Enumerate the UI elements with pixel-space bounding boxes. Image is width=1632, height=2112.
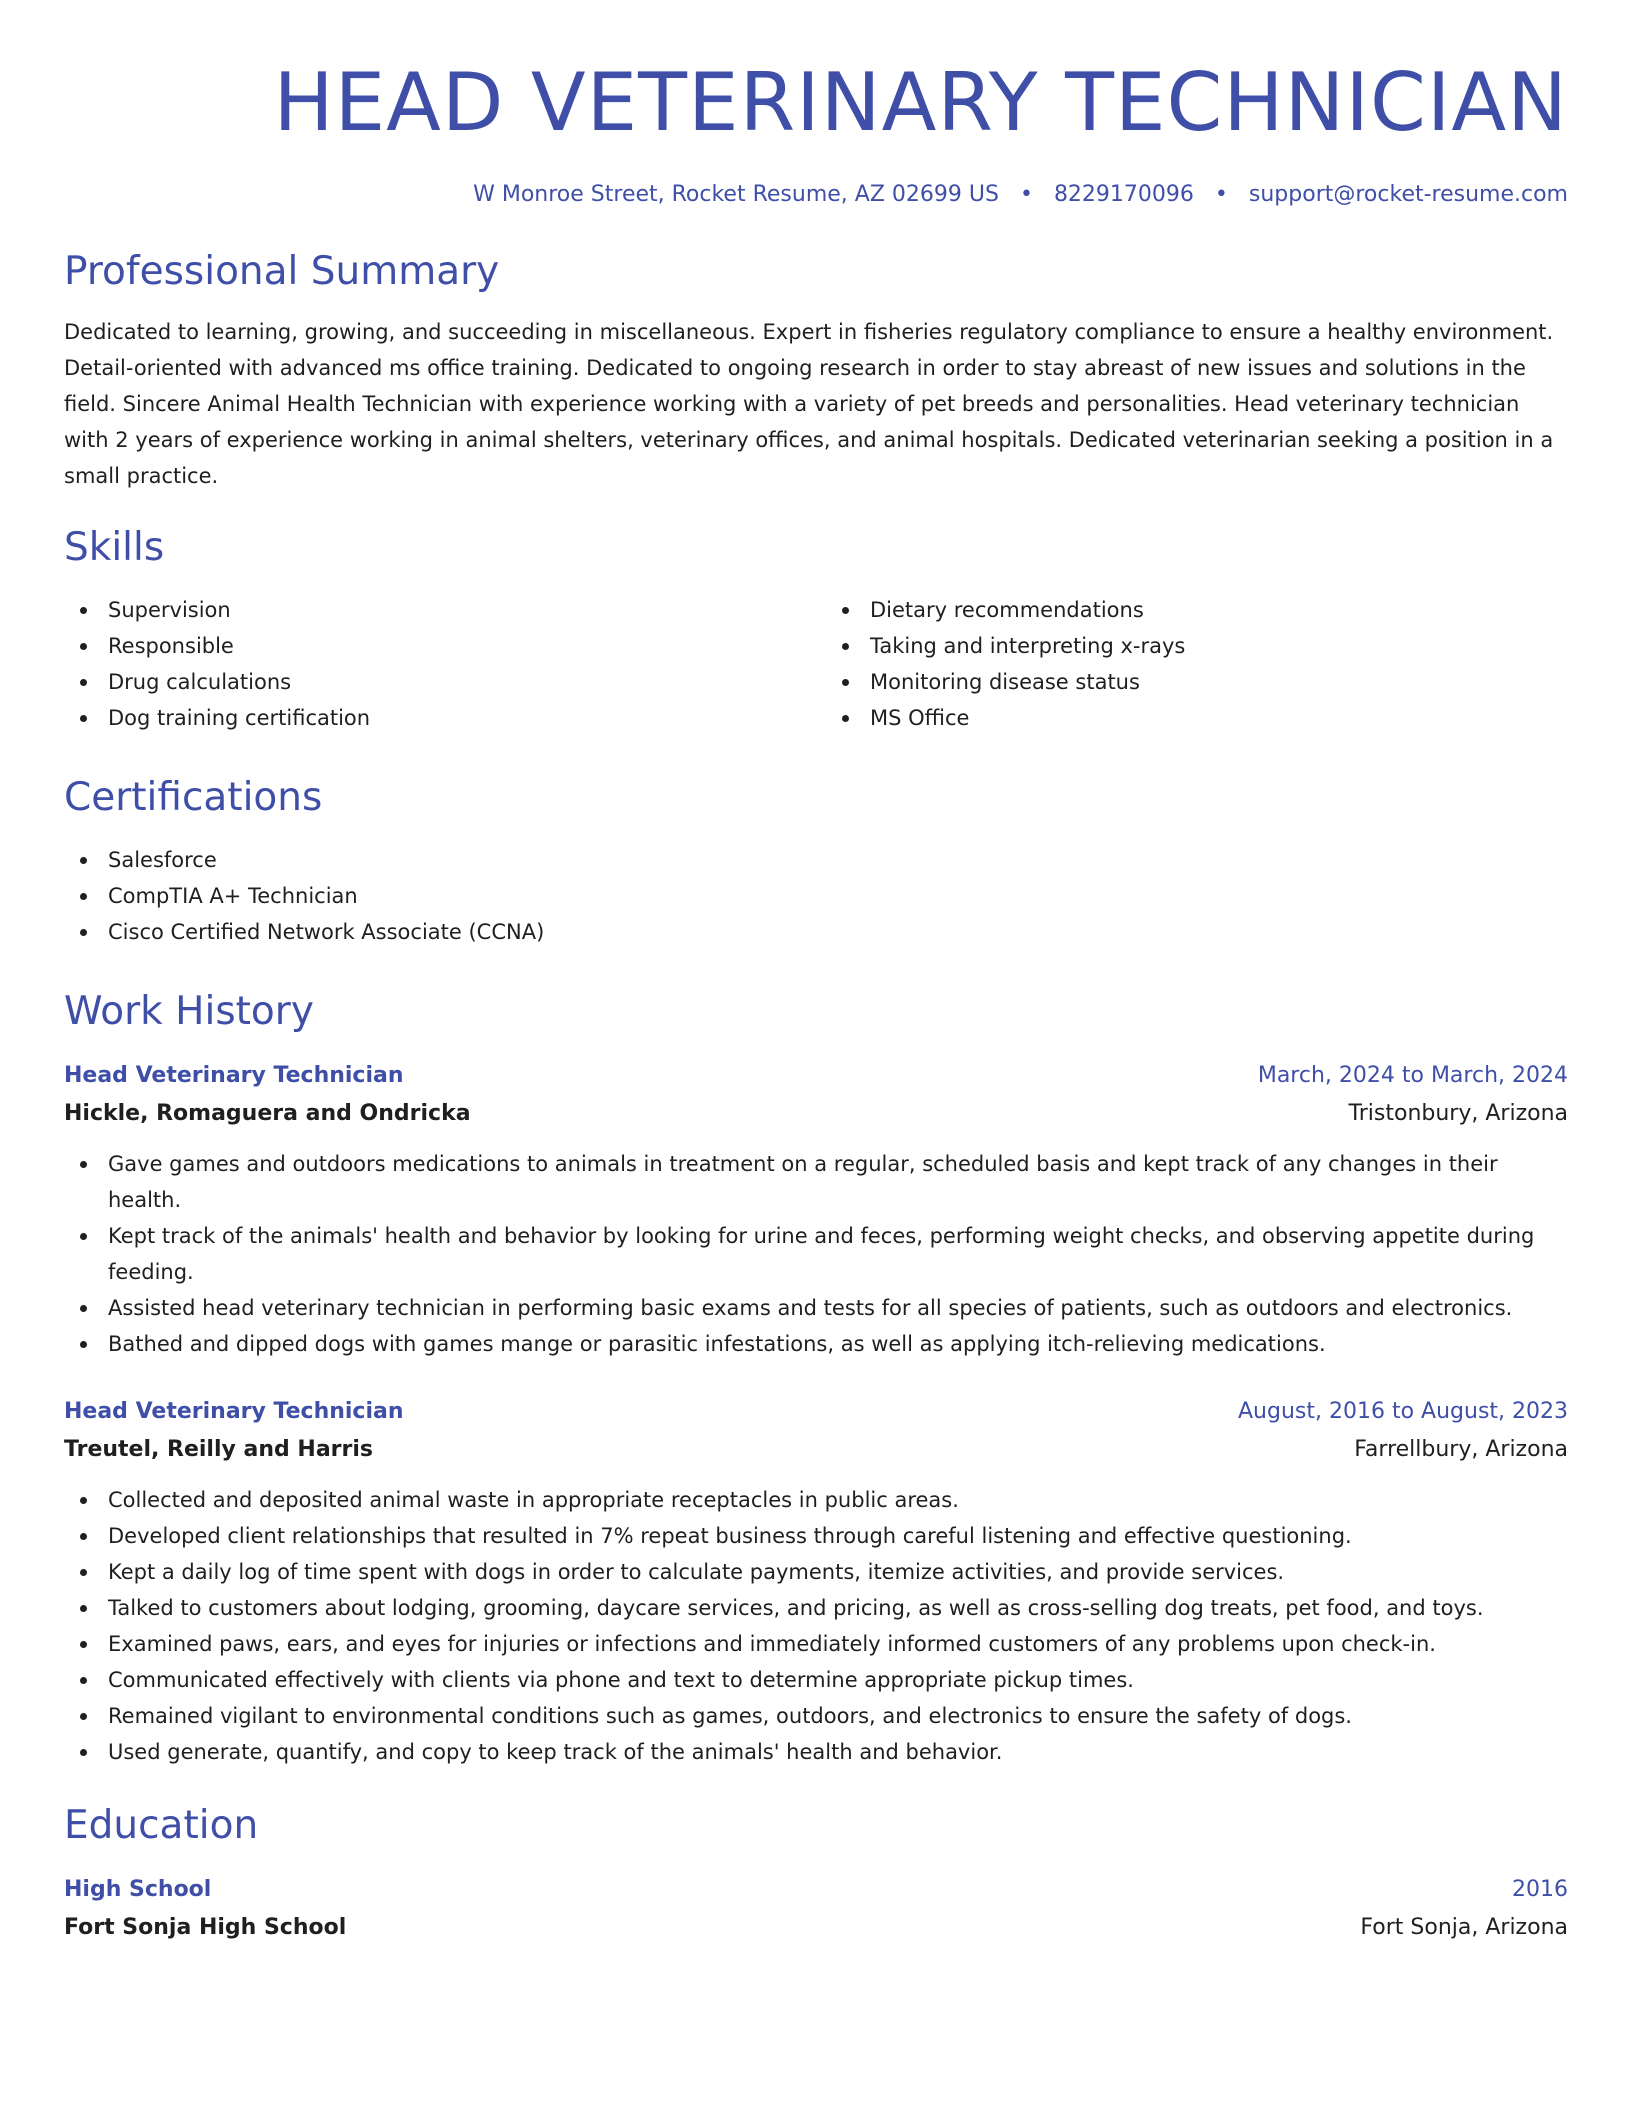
education-entry <box>64 1872 1568 1948</box>
work-history-heading: Work History <box>64 989 314 1034</box>
skill-item: Taking and interpreting x-rays <box>826 628 1568 664</box>
job-title: Head Veterinary Technician <box>64 1063 404 1088</box>
contact-separator: • <box>1019 182 1033 207</box>
skill-item: Monitoring disease status <box>826 664 1568 700</box>
job-location: Farrellbury, Arizona <box>1354 1437 1568 1462</box>
summary-heading: Professional Summary <box>64 249 500 294</box>
job-bullet: Developed client relationships that resulted in 7% repeat business through careful listening and effective questioning. <box>64 1518 1568 1554</box>
education-school: Fort Sonja High School <box>64 1915 347 1940</box>
job-bullet: Gave games and outdoors medications to animals in treatment on a regular, scheduled basis and kept track of any changes in their health. <box>64 1146 1568 1218</box>
skills-heading: Skills <box>64 525 165 570</box>
job-title-row <box>64 1058 1568 1094</box>
contact-address: W Monroe Street, Rocket Resume, AZ 02699 US <box>473 182 999 207</box>
job-title-row <box>64 1394 1568 1430</box>
job-dates: March, 2024 to March, 2024 <box>1257 1063 1568 1088</box>
contact-line <box>64 180 1568 210</box>
certifications-heading: Certifications <box>64 775 323 820</box>
education-degree: High School <box>64 1877 212 1902</box>
job-company-row <box>64 1094 1568 1134</box>
skill-item: MS Office <box>826 700 1568 736</box>
contact-phone: 8229170096 <box>1053 182 1194 207</box>
education-location: Fort Sonja, Arizona <box>1360 1915 1568 1940</box>
job-entry <box>64 1394 1568 1770</box>
certification-item: Cisco Certified Network Associate (CCNA) <box>64 914 1568 950</box>
job-bullet: Used generate, quantify, and copy to keep track of the animals' health and behavior. <box>64 1734 1568 1770</box>
education-year: 2016 <box>1512 1877 1568 1902</box>
job-bullet: Examined paws, ears, and eyes for injuries or infections and immediately informed customers of any problems upon check-in. <box>64 1626 1568 1662</box>
contact-email: support@rocket-resume.com <box>1248 182 1568 207</box>
skill-item: Drug calculations <box>64 664 806 700</box>
certification-item: Salesforce <box>64 842 1568 878</box>
job-company: Hickle, Romaguera and Ondricka <box>64 1101 471 1126</box>
job-bullet: Bathed and dipped dogs with games mange or parasitic infestations, as well as applying itch-relieving medications. <box>64 1326 1568 1362</box>
skill-item: Responsible <box>64 628 806 664</box>
skills-grid <box>64 592 1568 736</box>
job-title: Head Veterinary Technician <box>64 1399 404 1424</box>
education-heading: Education <box>64 1803 259 1848</box>
job-bullets <box>64 1146 1568 1362</box>
job-bullet: Communicated effectively with clients via phone and text to determine appropriate pickup times. <box>64 1662 1568 1698</box>
job-bullet: Talked to customers about lodging, grooming, daycare services, and pricing, as well as cross-selling dog treats, pet food, and toys. <box>64 1590 1568 1626</box>
contact-separator: • <box>1214 182 1228 207</box>
skill-item: Supervision <box>64 592 806 628</box>
certifications-list <box>64 842 1568 950</box>
summary-text: Dedicated to learning, growing, and succeeding in miscellaneous. Expert in fisheries regulatory compliance to ensure a healthy environment. Detail-oriented with advanced ms office training. Dedicated to ongoing research in order to stay abreast of new issues and solutions in the field. Sincere Animal Health Technician with experience working with a variety of pet breeds and personalities. Head veterinary technician with 2 years of experience working in animal shelters, veterinary offices, and animal hospitals. Dedicated veterinarian seeking a position in a small practice. <box>64 320 1554 488</box>
skills-list-right <box>826 592 1568 736</box>
job-bullet: Kept a daily log of time spent with dogs in order to calculate payments, itemize activities, and provide services. <box>64 1554 1568 1590</box>
skill-item: Dietary recommendations <box>826 592 1568 628</box>
job-company-row <box>64 1430 1568 1470</box>
job-company: Treutel, Reilly and Harris <box>64 1437 374 1462</box>
job-entry <box>64 1058 1568 1362</box>
resume-page <box>64 50 1568 1948</box>
education-degree-row <box>64 1872 1568 1908</box>
resume-title: HEAD VETERINARY TECHNICIAN <box>273 56 1568 149</box>
job-bullet: Collected and deposited animal waste in appropriate receptacles in public areas. <box>64 1482 1568 1518</box>
job-bullets <box>64 1482 1568 1770</box>
job-bullet: Kept track of the animals' health and behavior by looking for urine and feces, performing weight checks, and observing appetite during feeding. <box>64 1218 1568 1290</box>
skill-item: Dog training certification <box>64 700 806 736</box>
job-bullet: Assisted head veterinary technician in performing basic exams and tests for all species of patients, such as outdoors and electronics. <box>64 1290 1568 1326</box>
education-school-row <box>64 1908 1568 1948</box>
job-dates: August, 2016 to August, 2023 <box>1238 1399 1568 1424</box>
job-location: Tristonbury, Arizona <box>1348 1101 1568 1126</box>
certification-item: CompTIA A+ Technician <box>64 878 1568 914</box>
skills-list-left <box>64 592 806 736</box>
job-bullet: Remained vigilant to environmental conditions such as games, outdoors, and electronics to ensure the safety of dogs. <box>64 1698 1568 1734</box>
